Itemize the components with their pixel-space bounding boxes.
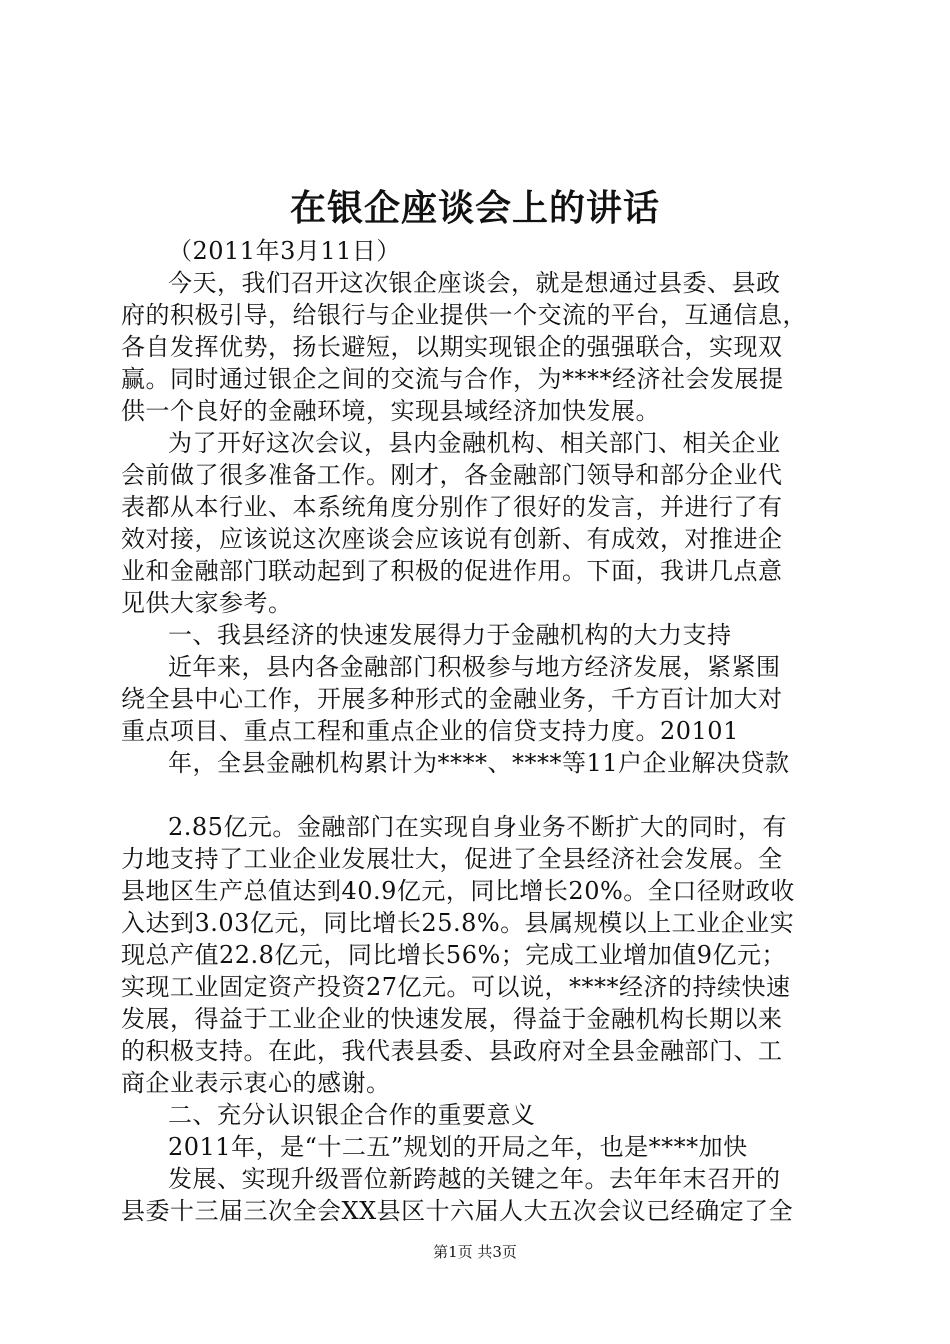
body-line: 力地支持了工业企业发展壮大，促进了全县经济社会发展。全 — [121, 845, 783, 873]
section-heading: 二、充分认识银企合作的重要意义 — [168, 1101, 536, 1129]
body-line: 现总产值22.8亿元，同比增长56%；完成工业增加值9亿元； — [121, 941, 787, 969]
body-line: 表都从本行业、本系统角度分别作了很好的发言，并进行了有 — [121, 493, 783, 521]
body-line: 年，全县金融机构累计为****、****等11户企业解决贷款 — [168, 749, 790, 777]
page-footer: 第1页 共3页 — [433, 1243, 517, 1261]
body-line: 赢。同时通过银企之间的交流与合作，为****经济社会发展提 — [121, 365, 784, 393]
body-line: 为了开好这次会议，县内金融机构、相关部门、相关企业 — [168, 429, 781, 457]
section-heading: 一、我县经济的快速发展得力于金融机构的大力支持 — [168, 621, 732, 649]
body-line: 供一个良好的金融环境，实现县域经济加快发展。 — [121, 397, 660, 425]
body-line: 商企业表示衷心的感谢。 — [121, 1069, 391, 1097]
body-line: 效对接，应该说这次座谈会应该说有创新、有成效，对推进企 — [121, 525, 783, 553]
body-line: 发展，得益于工业企业的快速发展，得益于金融机构长期以来 — [121, 1005, 783, 1033]
body-line: 业和金融部门联动起到了积极的促进作用。下面，我讲几点意 — [121, 557, 783, 585]
body-line: 近年来，县内各金融部门积极参与地方经济发展，紧紧围 — [168, 653, 781, 681]
body-line: 的积极支持。在此，我代表县委、县政府对全县金融部门、工 — [121, 1037, 783, 1065]
body-line: 2011年，是“十二五”规划的开局之年，也是****加快 — [168, 1133, 748, 1161]
body-line: 发展、实现升级晋位新跨越的关键之年。去年年末召开的 — [168, 1165, 781, 1193]
body-line: 见供大家参考。 — [121, 589, 293, 617]
body-line: 县地区生产总值达到40.9亿元，同比增长20%。全口径财政收 — [121, 877, 795, 905]
body-line: 重点项目、重点工程和重点企业的信贷支持力度。20101 — [121, 717, 739, 745]
document-title: 在银企座谈会上的讲话 — [289, 187, 660, 229]
body-line: 实现工业固定资产投资27亿元。可以说，****经济的持续快速 — [121, 973, 791, 1001]
body-line: 今天，我们召开这次银企座谈会，就是想通过县委、县政 — [168, 269, 781, 297]
date-line: （2011年3月11日） — [168, 237, 401, 265]
body-line: 2.85亿元。金融部门在实现自身业务不断扩大的同时，有 — [168, 813, 787, 841]
body-line: 绕全县中心工作，开展多种形式的金融业务，千方百计加大对 — [121, 685, 783, 713]
body-line: 会前做了很多准备工作。刚才，各金融部门领导和部分企业代 — [121, 461, 783, 489]
body-line: 府的积极引导，给银行与企业提供一个交流的平台，互通信息， — [121, 301, 807, 329]
body-line: 各自发挥优势，扬长避短，以期实现银企的强强联合，实现双 — [121, 333, 783, 361]
body-line: 入达到3.03亿元，同比增长25.8%。县属规模以上工业企业实 — [121, 909, 795, 937]
body-line: 县委十三届三次全会XX县区十六届人大五次会议已经确定了全 — [121, 1197, 794, 1225]
